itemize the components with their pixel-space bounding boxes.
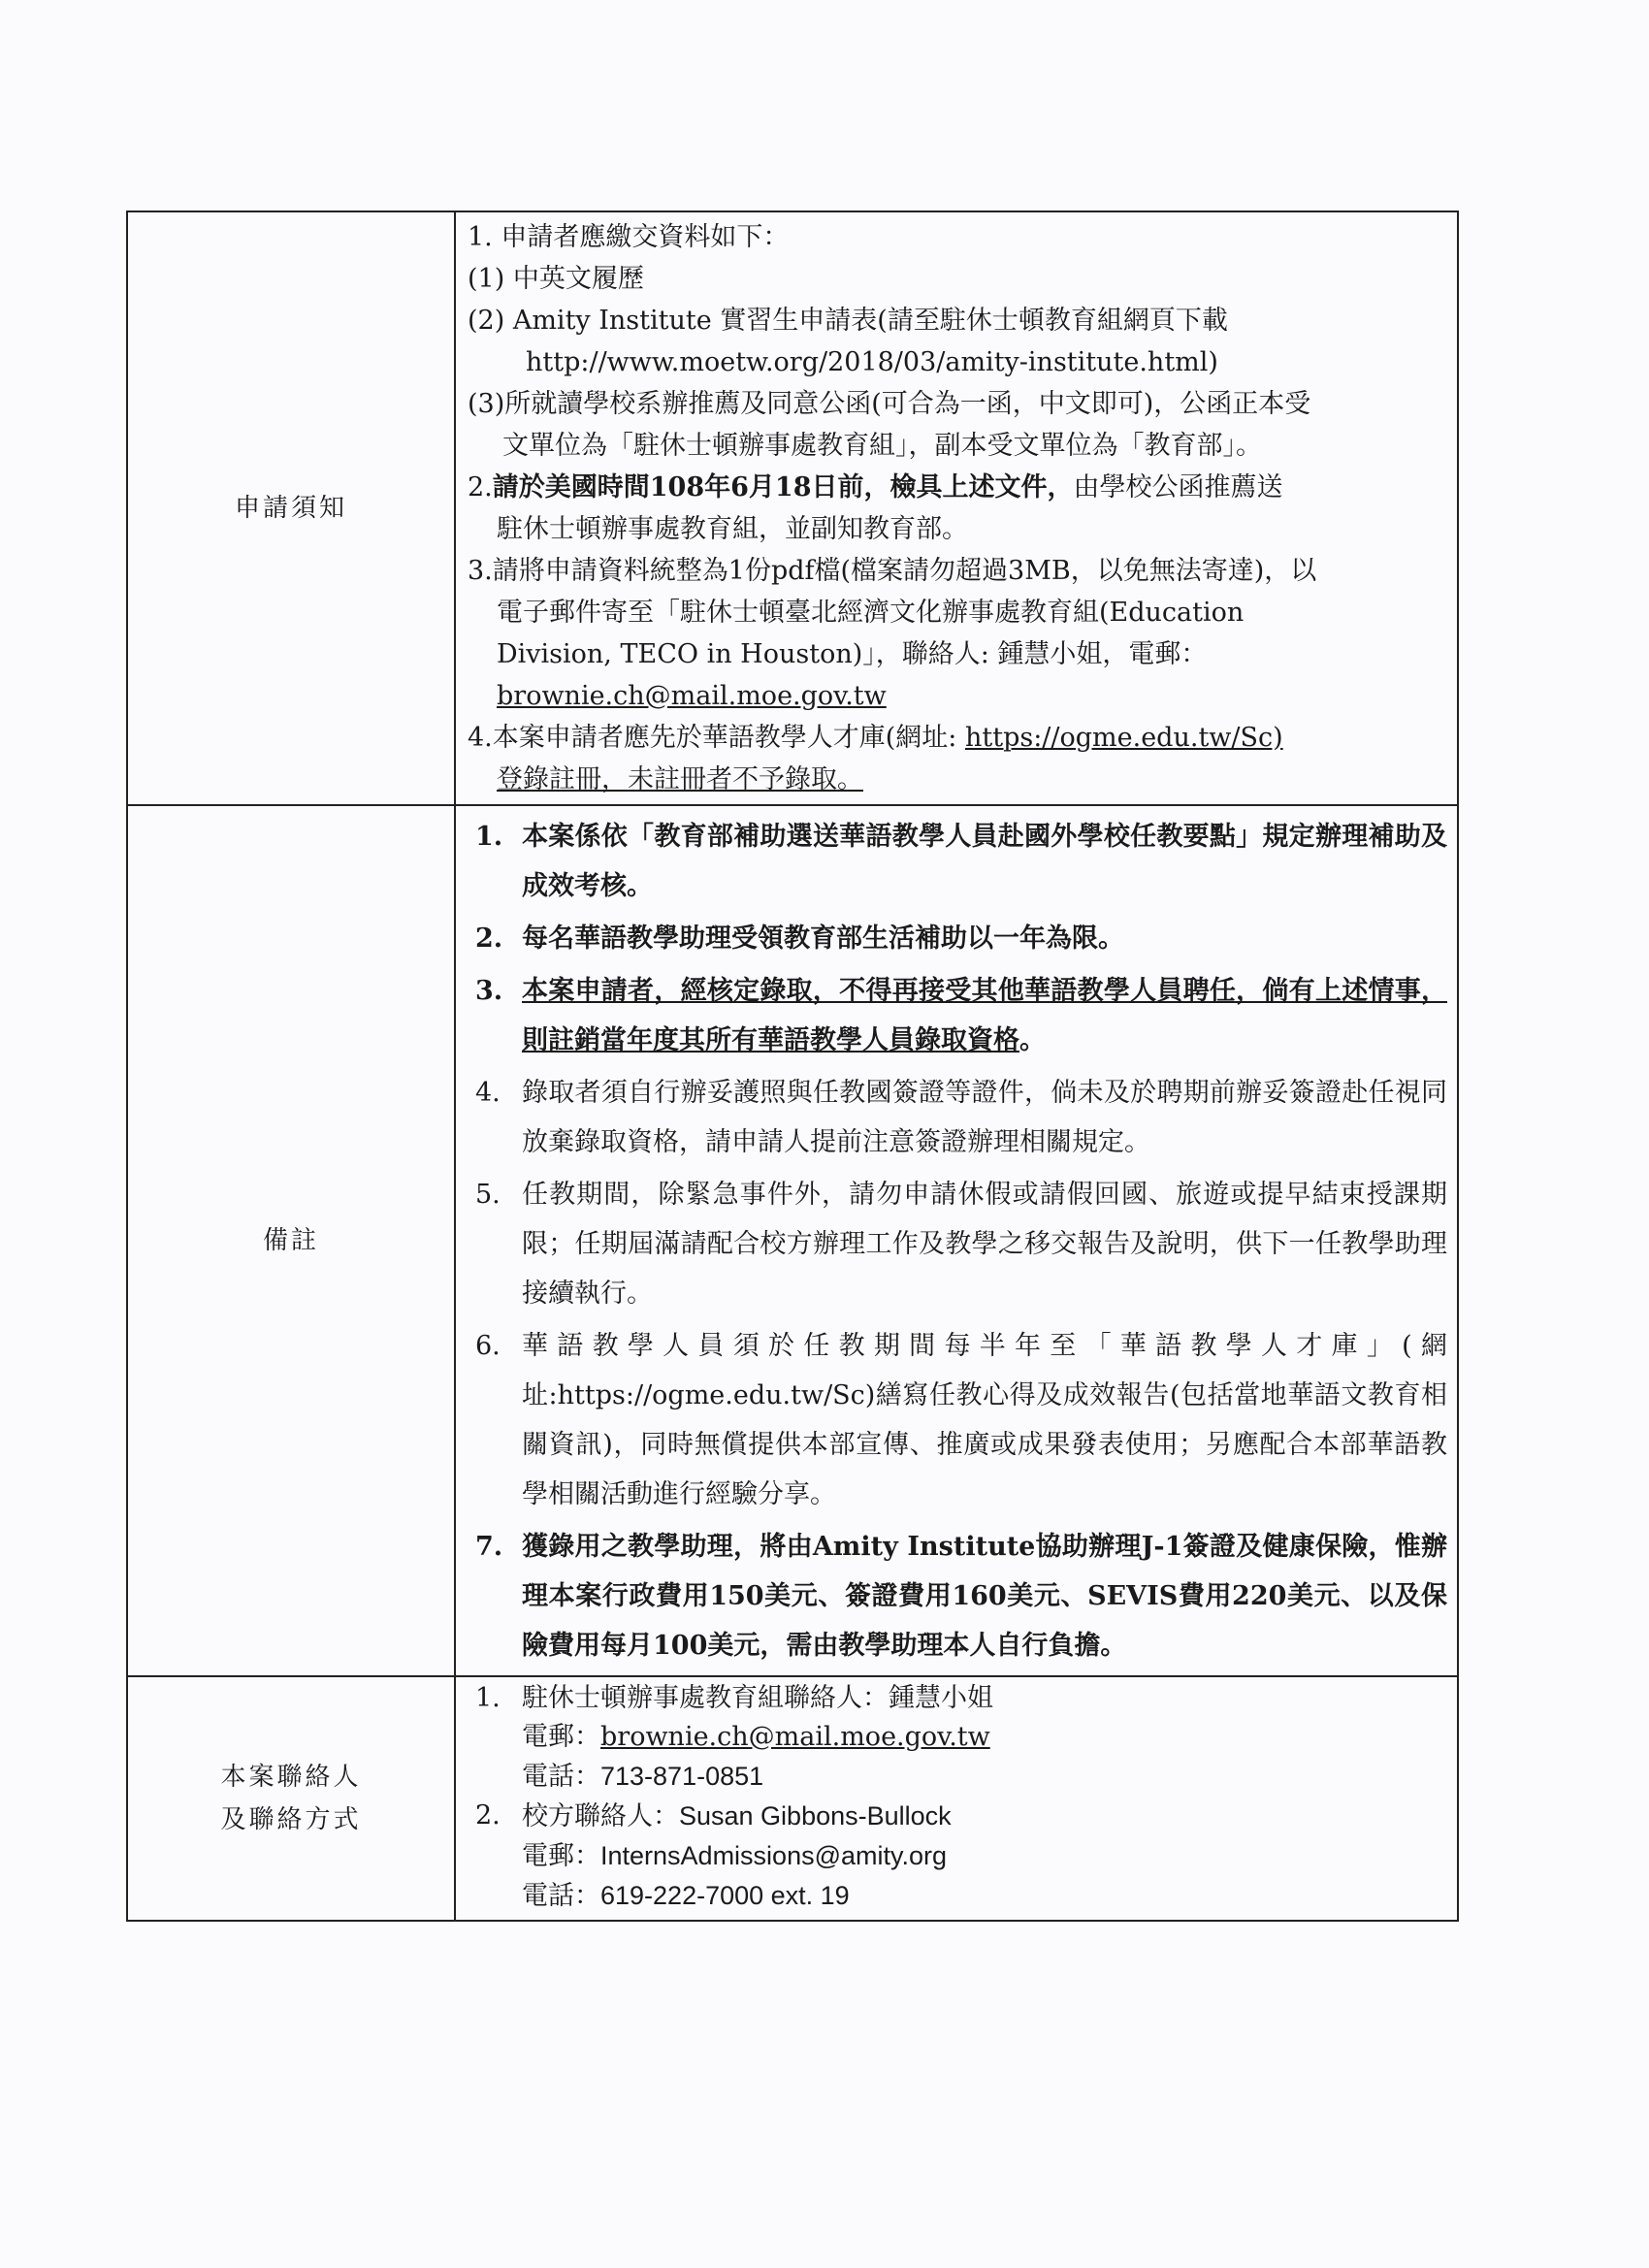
remark-text: 本案申請者，經核定錄取，不得再接受其他華語教學人員聘任，倘有上述情事，則註銷當年度其所有華語教學人員錄取資格: [522, 976, 1447, 1055]
remark-num: 7.: [475, 1532, 503, 1562]
contact-1-email-link[interactable]: brownie.ch@mail.moe.gov.tw: [600, 1722, 990, 1752]
row-remarks: [127, 805, 1458, 1676]
remark-text: 華語教學人員須於任教期間每半年至「華語教學人才庫」(網址:https://ogme.edu.tw/Sc)繕寫任教心得及成效報告(包括當地華語文教育相關資訊)，同時無償提供本部宣傳、推廣或成果發表使用；另應配合本部華語教學相關活動進行經驗分享。: [522, 1331, 1447, 1509]
row-application-notes: [127, 211, 1458, 805]
contact-2-phone-line: [468, 1876, 1447, 1916]
remark-text: 錄取者須自行辦妥護照與任教國簽證等證件，倘未及於聘期前辦妥簽證赴任視同放棄錄取資格，請申請人提前注意簽證辦理相關規定。: [522, 1078, 1447, 1157]
contact-1-phone: 713-871-0851: [600, 1762, 764, 1791]
item3-line2: 電子郵件寄至「駐休士頓臺北經濟文化辦事處教育組(Education: [497, 598, 1245, 628]
item4-registration-note: 登錄註冊，未註冊者不予錄取。: [497, 764, 863, 794]
contact-1-email-line: [468, 1718, 1447, 1757]
remark-item-5: [468, 1170, 1447, 1318]
label-application-notes: 申請須知: [127, 211, 455, 805]
remark-item-2: [468, 914, 1447, 963]
contact-2-email[interactable]: InternsAdmissions@amity.org: [600, 1841, 948, 1870]
remark-text: 本案係依「教育部補助選送華語教學人員赴國外學校任教要點」規定辦理補助及成效考核。: [522, 822, 1447, 901]
item2-rest: 由學校公函推薦送: [1073, 472, 1283, 502]
item3-email-line: [468, 675, 1447, 717]
label-contacts: [127, 1676, 455, 1921]
item3-line1: 3.請將申請資料統整為1份pdf檔(檔案請勿超過3MB，以免無法寄達)，以: [468, 556, 1317, 586]
item3-line3: Division, TECO in Houston)」，聯絡人: 鍾慧小姐，電郵：: [497, 639, 1208, 669]
contact-2-title: [468, 1797, 1447, 1836]
item4-text: 4.本案申請者應先於華語教學人才庫(網址:: [468, 723, 965, 753]
row-contacts: [127, 1676, 1458, 1921]
remark-item-4: [468, 1068, 1447, 1167]
remark-num: 1.: [475, 822, 503, 852]
remark-item-3: [468, 966, 1447, 1065]
label-contacts-line2: 及聯絡方式: [220, 1805, 362, 1834]
contact-2-email-label: 電郵：: [522, 1841, 600, 1871]
item3-email-link[interactable]: brownie.ch@mail.moe.gov.tw: [497, 681, 887, 711]
item2-line2: 駐休士頓辦事處教育組，並副知教育部。: [497, 514, 968, 544]
content-application-notes: [455, 211, 1458, 805]
item1-sub2-line1: (2) Amity Institute 實習生申請表(請至駐休士頓教育組網頁下載: [468, 306, 1228, 336]
remark-item-7: [468, 1522, 1447, 1670]
item4-line1: [468, 717, 1447, 759]
item1-sub3-line1: (3)所就讀學校系辦推薦及同意公函(可合為一函，中文即可)，公函正本受: [468, 389, 1311, 419]
remark-num: 5.: [475, 1180, 501, 1210]
contact-2-num: 2.: [475, 1800, 501, 1831]
contact-2-name: Susan Gibbons-Bullock: [679, 1801, 952, 1831]
item1-sub2-url[interactable]: http://www.moetw.org/2018/03/amity-institute.html): [526, 347, 1218, 377]
item1-sub1: (1) 中英文履歷: [468, 264, 644, 294]
contact-1-phone-line: [468, 1757, 1447, 1797]
contact-1-phone-label: 電話：: [522, 1762, 600, 1792]
remark-text-wrap: [522, 966, 1447, 1065]
label-contacts-line1: 本案聯絡人: [220, 1763, 362, 1792]
contact-2-phone: 619-222-7000 ext. 19: [600, 1881, 850, 1910]
contact-2-phone-label: 電話：: [522, 1881, 600, 1911]
contact-1-title: [468, 1679, 1447, 1718]
contact-2-name-wrap: [522, 1797, 952, 1836]
contact-1-name: 駐休士頓辦事處教育組聯絡人：鍾慧小姐: [522, 1683, 993, 1713]
content-remarks: [455, 805, 1458, 1676]
remark-num: 2.: [475, 923, 503, 954]
item1-sub3-line2: 文單位為「駐休士頓辦事處教育組」，副本受文單位為「教育部」。: [502, 431, 1262, 461]
remark-text: 獲錄用之教學助理，將由Amity Institute協助辦理J-1簽證及健康保險，惟辦理本案行政費用150美元、簽證費用160美元、SEVIS費用220美元、以及保險費用每月100美元，需由教學助理本人自行負擔。: [522, 1532, 1447, 1661]
item4-line2: [468, 759, 1447, 800]
item1-title: 1. 申請者應繳交資料如下：: [468, 222, 790, 252]
remark-item-6: [468, 1321, 1447, 1519]
application-info-table: [126, 211, 1459, 1922]
item4-url-link[interactable]: https://ogme.edu.tw/Sc): [964, 723, 1283, 753]
contact-1-email-label: 電郵：: [522, 1722, 600, 1752]
remark-num: 3.: [475, 976, 503, 1006]
label-remarks: 備註: [127, 805, 455, 1676]
remark-tail: 。: [1019, 1025, 1046, 1055]
item2-deadline: 請於美國時間108年6月18日前，檢具上述文件，: [492, 472, 1074, 502]
remark-num: 4.: [475, 1078, 501, 1108]
remark-text: 任教期間，除緊急事件外，請勿申請休假或請假回國、旅遊或提早結束授課期限；任期屆滿請配合校方辦理工作及教學之移交報告及說明，供下一任教學助理接續執行。: [522, 1180, 1447, 1309]
content-contacts: [455, 1676, 1458, 1921]
item2-line1: [468, 467, 1447, 508]
contact-2-email-line: [468, 1836, 1447, 1876]
remark-item-1: [468, 812, 1447, 911]
contact-1-num: 1.: [475, 1683, 501, 1713]
remark-text: 每名華語教學助理受領教育部生活補助以一年為限。: [522, 923, 1124, 954]
item2-num: 2.: [468, 472, 493, 502]
remark-num: 6.: [475, 1331, 501, 1361]
contact-2-name-label: 校方聯絡人：: [522, 1801, 679, 1831]
